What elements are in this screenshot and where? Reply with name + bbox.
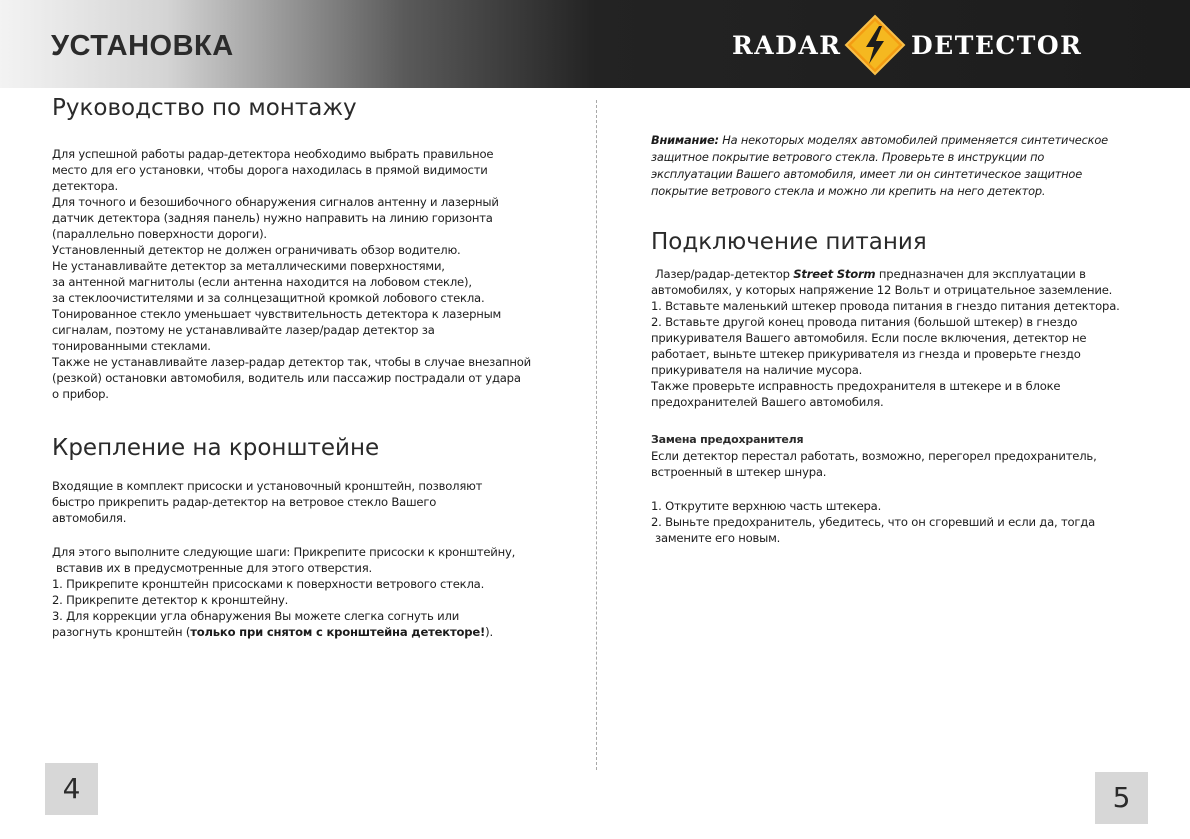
fuse-steps <box>651 498 1151 546</box>
text-line: о прибор. <box>52 387 109 401</box>
brand-name: Street Storm <box>793 267 876 281</box>
fuse-subheading: Замена предохранителя <box>651 433 804 446</box>
power-text <box>651 266 1151 410</box>
left-page-content <box>52 92 572 640</box>
fuse-intro <box>651 448 1151 480</box>
fuse-step-2: 2. Выньте предохранитель, убедитесь, что он сгоревший и если да, тогда <box>651 515 1096 529</box>
page-divider <box>596 100 597 770</box>
text-line: работает, выньте штекер прикуривателя из гнезда и проверьте гнездо <box>651 347 1081 361</box>
warning-text: На некоторых моделях автомобилей применяется синтетическое <box>718 133 1108 147</box>
step-3-suffix: ). <box>485 625 493 639</box>
section-title: УСТАНОВКА <box>51 30 234 62</box>
text-line: (параллельно поверхности дороги). <box>52 227 267 241</box>
bracket-steps <box>52 544 572 640</box>
text-line: за стеклоочистителями и за солнцезащитной кромкой лобового стекла. <box>52 291 485 305</box>
step-3: 3. Для коррекции угла обнаружения Вы можете слегка согнуть или <box>52 609 460 623</box>
text-line: датчик детектора (задняя панель) нужно направить на линию горизонта <box>52 211 493 225</box>
warning-line <box>651 132 1151 149</box>
text-line: Для этого выполните следующие шаги: Прикрепите присоски к кронштейну, <box>52 545 516 559</box>
text-line: детектора. <box>52 179 119 193</box>
text-line: Для точного и безошибочного обнаружения сигналов антенну и лазерный <box>52 195 499 209</box>
step-3-bold-note: только при снятом с кронштейна детекторе! <box>190 625 486 639</box>
text-line: место для его установки, чтобы дорога находилась в прямой видимости <box>52 163 488 177</box>
warning-note <box>651 132 1151 200</box>
power-intro-prefix: Лазер/радар-детектор <box>655 267 794 281</box>
text-line: Не устанавливайте детектор за металлическими поверхностями, <box>52 259 445 273</box>
warning-line: эксплуатации Вашего автомобиля, имеет ли он синтетическое защитное <box>651 167 1083 181</box>
text-line: Входящие в комплект присоски и установочный кронштейн, позволяют <box>52 479 483 493</box>
radar-detector-logo <box>732 14 1092 74</box>
page-header <box>0 0 1190 88</box>
mounting-text <box>52 146 572 402</box>
page-number-right: 5 <box>1095 772 1148 824</box>
warning-line: защитное покрытие ветрового стекла. Проверьте в инструкции по <box>651 150 1045 164</box>
text-line: прикуривателя Вашего автомобиля. Если после включения, детектор не <box>651 331 1087 345</box>
text-line: Также проверьте исправность предохранителя в штекере и в блоке <box>651 379 1061 393</box>
power-heading: Подключение питания <box>651 229 927 255</box>
warning-line: покрытие ветрового стекла и можно ли крепить на него детектор. <box>651 184 1046 198</box>
step-1: 1. Прикрепите кронштейн присосками к поверхности ветрового стекла. <box>52 577 485 591</box>
text-line: тонированными стеклами. <box>52 339 211 353</box>
logo-word-detector: DETECTOR <box>911 31 1083 60</box>
text-line: автомобилях, у которых напряжение 12 Вольт и отрицательное заземление. <box>651 283 1113 297</box>
text-line: Установленный детектор не должен ограничивать обзор водителю. <box>52 243 461 257</box>
step-2: 2. Прикрепите детектор к кронштейну. <box>52 593 289 607</box>
lightning-diamond-icon <box>844 14 906 76</box>
bracket-heading: Крепление на кронштейне <box>52 435 380 461</box>
fuse-step-1: 1. Открутите верхнюю часть штекера. <box>651 499 882 513</box>
text-line: прикуривателя на наличие мусора. <box>651 363 863 377</box>
step-3-prefix: разогнуть кронштейн ( <box>52 625 191 639</box>
right-page-content <box>651 132 1151 546</box>
warning-label: Внимание: <box>651 133 719 147</box>
text-line: 1. Вставьте маленький штекер провода питания в гнездо питания детектора. <box>651 299 1120 313</box>
text-line <box>651 266 1151 282</box>
text-line: автомобиля. <box>52 511 127 525</box>
page-number-left: 4 <box>45 763 98 815</box>
text-line: вставив их в предусмотренные для этого отверстия. <box>56 561 372 575</box>
text-line: Для успешной работы радар-детектора необходимо выбрать правильное <box>52 147 494 161</box>
step-3-continued <box>52 624 572 640</box>
power-intro-suffix: предназначен для эксплуатации в <box>875 267 1086 281</box>
text-line: Также не устанавливайте лазер-радар детектор так, чтобы в случае внезапной <box>52 355 532 369</box>
text-line: Тонированное стекло уменьшает чувствительность детектора к лазерным <box>52 307 502 321</box>
text-line: встроенный в штекер шнура. <box>651 465 827 479</box>
text-line: Если детектор перестал работать, возможно, перегорел предохранитель, <box>651 449 1097 463</box>
text-line: быстро прикрепить радар-детектор на ветровое стекло Вашего <box>52 495 437 509</box>
text-line: сигналам, поэтому не устанавливайте лазер/радар детектор за <box>52 323 435 337</box>
text-line: (резкой) остановки автомобиля, водитель или пассажир пострадали от удара <box>52 371 521 385</box>
text-line: за антенной магнитолы (если антенна находится на лобовом стекле), <box>52 275 472 289</box>
text-line: предохранителей Вашего автомобиля. <box>651 395 884 409</box>
logo-word-radar: RADAR <box>732 31 842 60</box>
text-line: 2. Вставьте другой конец провода питания (большой штекер) в гнездо <box>651 315 1078 329</box>
fuse-step-2-continued: замените его новым. <box>655 531 781 545</box>
mounting-heading: Руководство по монтажу <box>52 95 357 121</box>
bracket-intro <box>52 478 572 526</box>
